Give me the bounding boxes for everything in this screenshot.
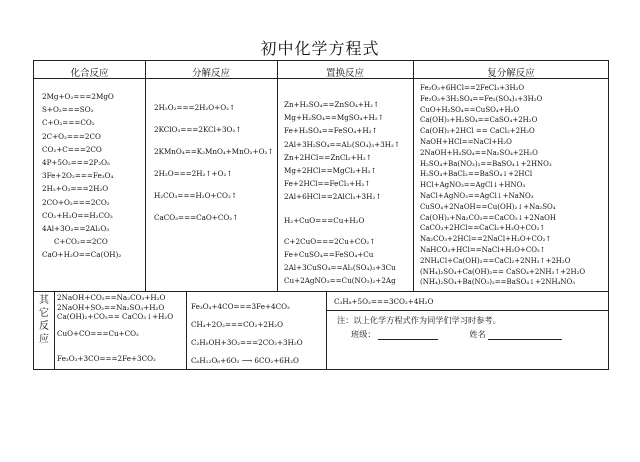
other-list-1 — [57, 292, 173, 367]
equation: Ca(OH)₂+H₂SO₄==CaSO₄+2H₂O — [420, 116, 538, 125]
other-list-2 — [191, 298, 303, 370]
equation: Zn+H₂SO₄==ZnSO₄+H₂↑ — [284, 100, 380, 109]
equation: 4Al+3O₂==2Al₂O₃ — [42, 223, 110, 233]
col-divider-2 — [277, 61, 278, 291]
other-divider-1 — [186, 291, 187, 369]
class-label: 班级： — [351, 329, 376, 339]
page-title: 初中化学方程式 — [260, 39, 380, 58]
equation: C₂H₅OH+3O₂===2CO₂+3H₂O — [191, 338, 303, 347]
equation: 2KMnO₄==K₂MnO₄+MnO₂+O₂↑ — [154, 147, 274, 156]
equation: Fe₂O₃+3CO===2Fe+3CO₂ — [57, 354, 156, 364]
equation: Fe+H₂SO₄==FeSO₄+H₂↑ — [284, 126, 378, 136]
equation: 2NaOH+SO₂==Na₂SO₃+H₂O — [57, 302, 165, 312]
equation: 3Fe+2O₂===Fe₃O₄ — [42, 171, 114, 181]
equation: CaO+H₂O==Ca(OH)₂ — [42, 250, 122, 260]
equation: CuSO₄+2NaOH==Cu(OH)₂↓+Na₂SO₄ — [420, 202, 556, 211]
equation: Ca(OH)₂+CO₂== CaCO₃↓+H₂O — [57, 312, 174, 322]
equation: 2NaOH+CO₂==Na₂CO₃+H₂O — [57, 293, 166, 302]
header-combination: 化合反应 — [70, 68, 109, 79]
equation: CH₄+2O₂===CO₂+2H₂O — [191, 320, 283, 329]
equation: C₆H₁₂O₆+6O₂ ⟶ 6CO₂+6H₂O — [191, 356, 299, 365]
equation: Fe+2HCl==FeCl₂+H₂↑ — [284, 179, 371, 189]
note-divider — [326, 310, 608, 311]
equation: 2Mg+O₂===2MgO — [42, 92, 114, 101]
equation: 2H₂+O₂===2H₂O — [42, 184, 109, 194]
label-char: 它 — [39, 308, 49, 319]
equation: H₂SO₄+BaCl₂==BaSO₄↓+2HCl — [420, 170, 533, 179]
equation: 2Al+6HCl==2AlCl₃+3H₂↑ — [284, 192, 382, 202]
equation: 2KClO₃===2KCl+3O₂↑ — [154, 125, 242, 134]
equation: S+O₂===SO₂ — [42, 105, 94, 115]
label-char: 其 — [39, 295, 49, 306]
combination-list — [42, 90, 121, 261]
equation: H₂CO₃===H₂O+CO₂↑ — [154, 191, 237, 200]
col-divider-1 — [145, 61, 146, 291]
equation: 2H₂O₂===2H₂O+O₂↑ — [154, 103, 235, 112]
double-decomposition-list — [420, 83, 585, 288]
equation: Mg+H₂SO₄==MgSO₄+H₂↑ — [284, 113, 384, 123]
displacement-list — [284, 98, 400, 287]
label-char: 反 — [39, 321, 49, 332]
equation: C₃H₈+5O₂===3CO₂+4H₂O — [334, 297, 434, 306]
equation: CO₂+C===2CO — [42, 144, 102, 154]
equation: 2Al+3H₂SO₄==Al₂(SO₄)₃+3H₂↑ — [284, 139, 400, 149]
equation: Zn+2HCl==ZnCl₂+H₂↑ — [284, 152, 372, 162]
equation: Ca(OH)₂+2HCl == CaCl₂+2H₂O — [420, 127, 535, 136]
equation: HCl+AgNO₃==AgCl↓+HNO₃ — [420, 181, 526, 190]
equation: Na₂CO₃+2HCl==2NaCl+H₂O+CO₂↑ — [420, 235, 552, 244]
header-displacement: 置换反应 — [325, 68, 364, 79]
equation: Fe+CuSO₄==FeSO₄+Cu — [284, 249, 374, 259]
equation: NaHCO₃+HCl==NaCl+H₂O+CO₂↑ — [420, 245, 546, 254]
equation: CuO+H₂SO₄==CuSO₄+H₂O — [420, 105, 520, 114]
equation: CaCO₃===CaO+CO₂↑ — [154, 213, 239, 222]
equation: 2CO+O₂===2CO₂ — [42, 197, 110, 207]
equation: 2Al+3CuSO₄==Al₂(SO₄)₃+3Cu — [284, 263, 396, 273]
equation: Cu+2AgNO₃==Cu(NO₃)₂+2Ag — [284, 276, 396, 286]
equation: CuO+CO===Cu+CO₂ — [57, 329, 139, 339]
equation: (NH₄)₂SO₄+Ca(OH)₂== CaSO₄+2NH₃↑+2H₂O — [420, 267, 586, 276]
other-list-3 — [334, 296, 433, 308]
equation: 4P+5O₂===2P₂O₅ — [42, 157, 110, 167]
equation: C+O₂===CO₂ — [42, 118, 95, 128]
equation: Ca(OH)₂+Na₂CO₃==CaCO₃↓+2NaOH — [420, 213, 556, 222]
equation: CO₂+H₂O==H₂CO₃ — [42, 210, 113, 220]
label-char: 应 — [39, 334, 49, 345]
equation: C+CO₂==2CO — [54, 237, 108, 247]
equation: 2NaOH+H₂SO₄==Na₂SO₄+2H₂O — [420, 148, 538, 157]
equation: Fe₂O₃+3H₂SO₄==Fe₂(SO₄)₃+3H₂O — [420, 94, 543, 103]
note-block — [337, 313, 562, 341]
name-label: 姓名 — [469, 329, 486, 339]
fill-in-line — [337, 327, 562, 341]
col-divider-3 — [413, 61, 414, 291]
decomposition-list — [154, 97, 273, 229]
header-decomposition: 分解反应 — [191, 68, 230, 79]
other-reactions-label — [34, 294, 54, 346]
other-label-divider — [54, 291, 55, 369]
equation-table — [33, 60, 609, 370]
equation: NaCl+AgNO₃==AgCl↓+NaNO₃ — [420, 191, 534, 200]
equation: Fe₃O₄+4CO===3Fe+4CO₂ — [191, 302, 290, 311]
name-field[interactable] — [488, 331, 562, 340]
note-text: 注：以上化学方程式作为同学们学习时参考。 — [337, 315, 501, 325]
equation: Fe₂O₃+6HCl==2FeCl₃+3H₂O — [420, 84, 525, 92]
equation: (NH₄)₂SO₄+Ba(NO₃)₂==BaSO₄↓+2NH₄NO₃ — [420, 278, 576, 287]
equation: CaCO₃+2HCl==CaCl₂+H₂O+CO₂↑ — [420, 224, 546, 233]
equation: H₂SO₄+Ba(NO₃)₂==BaSO₄↓+2HNO₃ — [420, 159, 552, 168]
equation: Mg+2HCl==MgCl₂+H₂↑ — [284, 165, 377, 175]
equation: C+2CuO===2Cu+CO₂↑ — [284, 236, 376, 246]
equation: 2NH₄Cl+Ca(OH)₂==CaCl₂+2NH₃↑+2H₂O — [420, 256, 571, 265]
other-divider-2 — [326, 291, 327, 369]
header-double-decomposition: 复分解反应 — [487, 68, 535, 79]
class-field[interactable] — [378, 331, 438, 340]
equation: H₂+CuO===Cu+H₂O — [284, 215, 365, 225]
equation: NaOH+HCl==NaCl+H₂O — [420, 137, 512, 146]
equation: 2C+O₂===2CO — [42, 131, 101, 141]
equation: 2H₂O===2H₂↑+O₂↑ — [154, 169, 233, 178]
